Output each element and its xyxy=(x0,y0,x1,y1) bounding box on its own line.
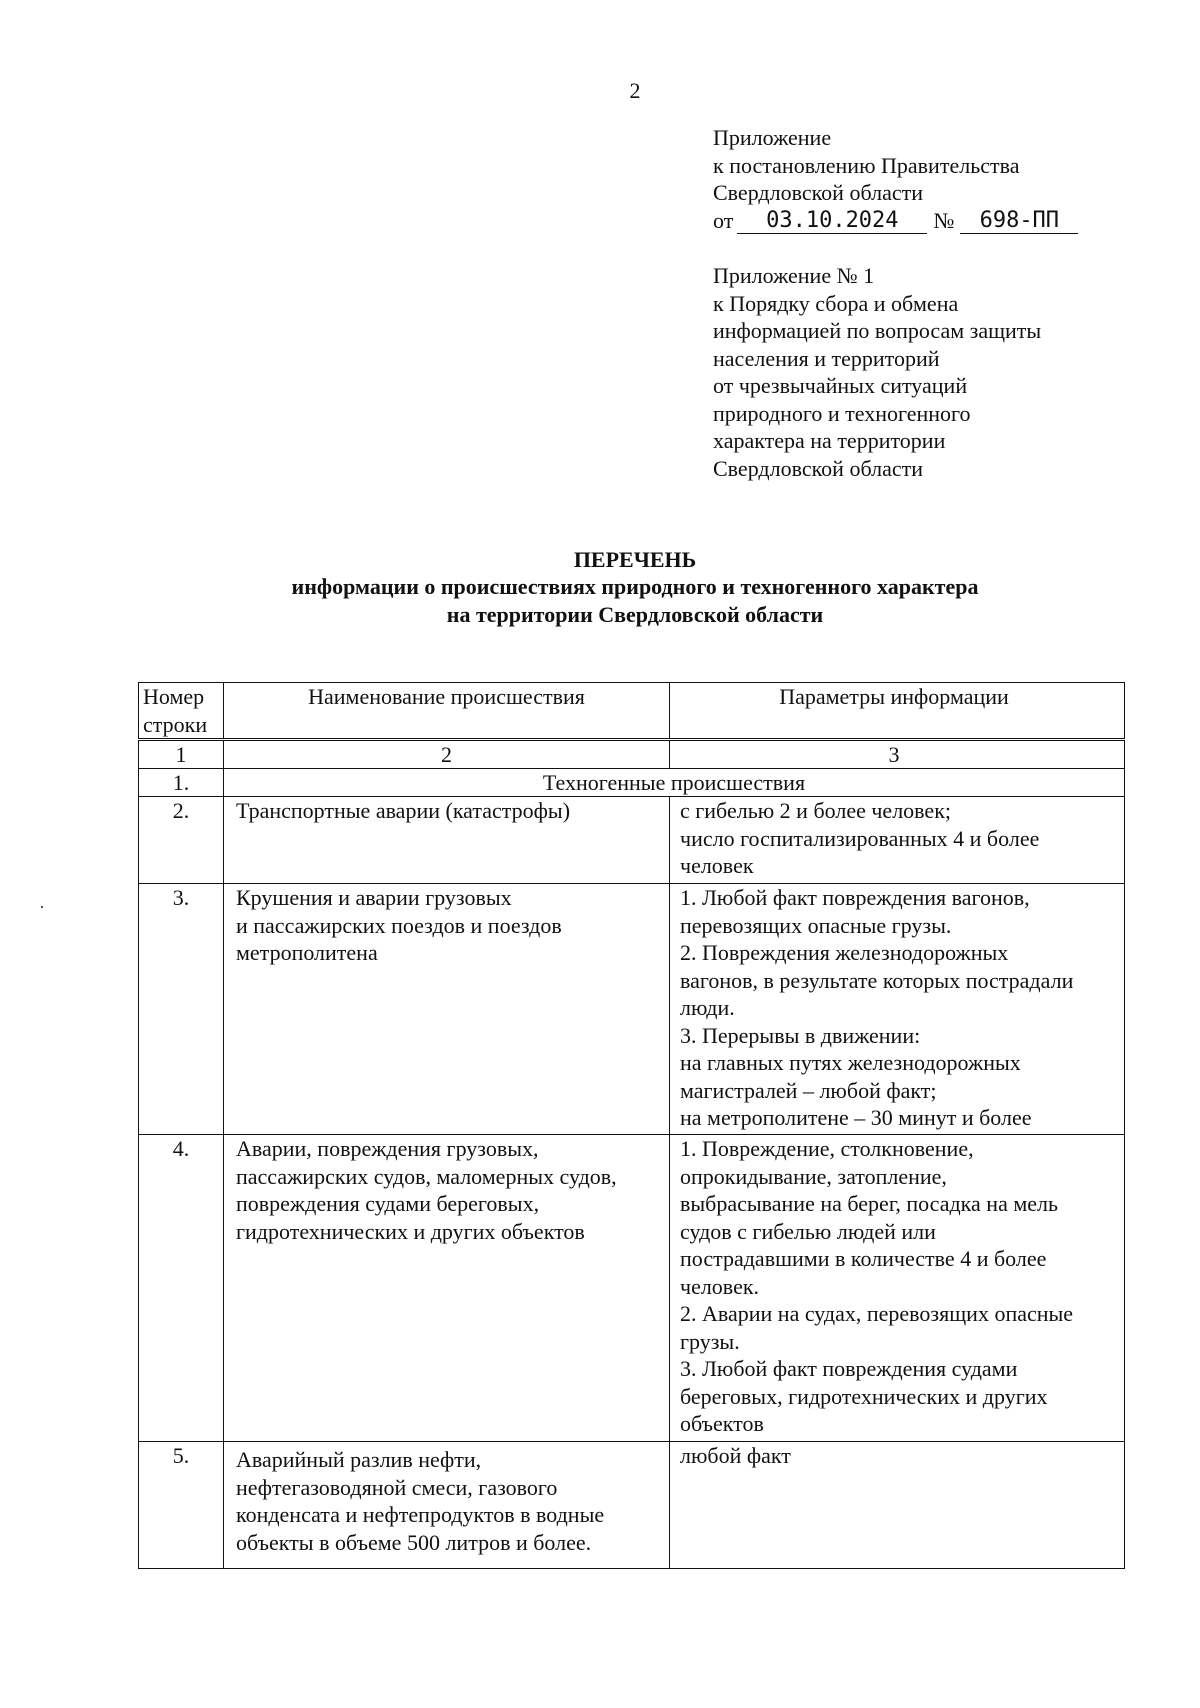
col-number: 2 xyxy=(224,741,670,768)
cell-line: объектов xyxy=(680,1411,764,1436)
column-number-row xyxy=(139,741,1124,769)
table-row xyxy=(139,1442,1124,1568)
row-number: 2. xyxy=(139,797,224,883)
header-info-params: Параметры информации xyxy=(779,684,1009,709)
cell-line: число госпитализированных 4 и более xyxy=(680,825,1040,851)
cell-line: береговых, гидротехнических и других xyxy=(680,1383,1048,1409)
cell-line: конденсата и нефтепродуктов в водные xyxy=(236,1502,605,1527)
number-sign: № xyxy=(933,207,955,233)
row-number: 1. xyxy=(139,769,224,796)
cell-line: 3. Перерывы в движении: xyxy=(680,1022,921,1048)
appendix-sub-line: Свердловской области xyxy=(713,455,923,481)
cell-line: перевозящих опасные грузы. xyxy=(680,912,952,938)
cell-line: 2. Аварии на судах, перевозящих опасные xyxy=(680,1301,1074,1326)
col-number: 3 xyxy=(888,742,900,767)
header-text: строки xyxy=(143,711,208,737)
header-incident-name: Наименование происшествия xyxy=(224,683,670,738)
appendix-sub-line: Приложение № 1 xyxy=(713,263,875,288)
cell-line: пассажирских судов, маломерных судов, xyxy=(236,1163,617,1189)
cell-line: с гибелью 2 и более человек; xyxy=(680,798,951,823)
table-header-row xyxy=(139,683,1124,738)
appendix-sub-line: к Порядку сбора и обмена xyxy=(713,290,959,316)
appendix-header xyxy=(713,124,1078,234)
document-title: ПЕРЕЧЕНЬ xyxy=(573,547,697,572)
cell-line: метрополитена xyxy=(236,940,378,965)
table-row xyxy=(139,797,1124,884)
appendix-sub-line: информацией по вопросам защиты xyxy=(713,318,1042,343)
info-params xyxy=(670,884,1124,1134)
cell-line: любой факт xyxy=(680,1443,791,1468)
cell-line: вагонов, в результате которых пострадали xyxy=(680,967,1074,993)
resolution-number: 698-ПП xyxy=(960,209,1078,234)
cell-line: пострадавшими в количестве 4 и более xyxy=(680,1246,1047,1271)
row-number: 3. xyxy=(139,884,224,1134)
appendix-sub-line: населения и территорий xyxy=(713,345,940,371)
cell-line: выбрасывание на берег, посадка на мель xyxy=(680,1191,1059,1216)
cell-line: Аварии, повреждения грузовых, xyxy=(236,1136,539,1161)
cell-line: и пассажирских поездов и поездов xyxy=(236,912,562,938)
cell-line: Аварийный разлив нефти, xyxy=(236,1447,482,1472)
cell-line: опрокидывание, затопление, xyxy=(680,1163,947,1189)
info-params xyxy=(670,1442,1124,1568)
incident-table xyxy=(138,682,1125,739)
page-number: 2 xyxy=(629,78,641,103)
scan-speck xyxy=(41,906,43,908)
info-params xyxy=(670,1135,1124,1441)
cell-line: 1. Любой факт повреждения вагонов, xyxy=(680,885,1030,910)
info-params xyxy=(670,797,1124,883)
row-number: 4. xyxy=(139,1135,224,1441)
resolution-date-number xyxy=(713,207,1078,235)
cell-line: гидротехнических и других объектов xyxy=(236,1218,585,1244)
cell-line: магистралей – любой факт; xyxy=(680,1077,937,1103)
cell-line: на главных путях железнодорожных xyxy=(680,1050,1021,1075)
cell-line: человек. xyxy=(680,1273,760,1299)
section-row xyxy=(139,769,1124,797)
cell-line: объекты в объеме 500 литров и более. xyxy=(236,1529,592,1555)
header-text: Номер xyxy=(143,684,205,709)
appendix-header-line: Свердловской области xyxy=(713,180,923,205)
appendix-sub-header xyxy=(713,262,1041,482)
incident-name xyxy=(224,884,670,1134)
cell-line: 1. Повреждение, столкновение, xyxy=(680,1136,974,1161)
section-label: Техногенные происшествия xyxy=(542,770,806,795)
cell-line: 3. Любой факт повреждения судами xyxy=(680,1356,1018,1381)
cell-line: грузы. xyxy=(680,1328,740,1354)
table-row xyxy=(139,1135,1124,1442)
cell-line: 2. Повреждения железнодорожных xyxy=(680,940,1009,965)
cell-line: на метрополитене – 30 минут и более xyxy=(680,1105,1032,1130)
appendix-sub-line: природного и техногенного xyxy=(713,400,971,426)
cell-line: человек xyxy=(680,853,754,878)
appendix-header-line: Приложение xyxy=(713,125,832,150)
appendix-sub-line: характера на территории xyxy=(713,428,946,453)
incident-name xyxy=(224,1442,670,1568)
cell-line: нефтегазоводяной смеси, газового xyxy=(236,1474,558,1500)
document-subtitle: на территории Свердловской области xyxy=(446,602,824,627)
cell-line: Крушения и аварии грузовых xyxy=(236,885,512,910)
header-row-number xyxy=(139,683,224,738)
date-prefix: от xyxy=(713,207,734,233)
cell-line: люди. xyxy=(680,995,735,1020)
col-number: 1 xyxy=(139,741,224,768)
incident-table-body xyxy=(138,740,1125,1569)
cell-line: судов с гибелью людей или xyxy=(680,1218,936,1244)
document-subtitle: информации о происшествиях природного и техногенного характера xyxy=(291,574,979,599)
cell-line: повреждения судами береговых, xyxy=(236,1191,540,1216)
resolution-date: 03.10.2024 xyxy=(737,209,927,234)
incident-name xyxy=(224,1135,670,1441)
table-row xyxy=(139,884,1124,1135)
incident-name xyxy=(224,797,670,883)
cell-line: Транспортные аварии (катастрофы) xyxy=(236,798,571,823)
appendix-sub-line: от чрезвычайных ситуаций xyxy=(713,373,968,398)
row-number: 5. xyxy=(139,1442,224,1568)
appendix-header-line: к постановлению Правительства xyxy=(713,152,1020,178)
